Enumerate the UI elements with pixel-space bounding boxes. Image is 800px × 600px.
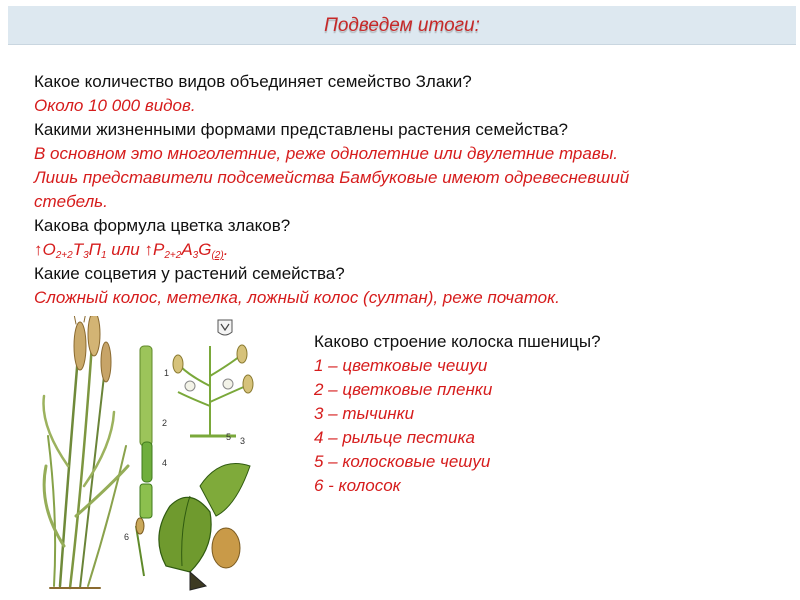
spikelet-part-1: 1 – цветковые чешуи (314, 356, 488, 375)
spikelet-part-6: 6 - колосок (314, 476, 401, 495)
question-inflorescences: Какие соцветия у растений семейства? (34, 264, 345, 283)
answer-inflorescences: Сложный колос, метелка, ложный колос (султан), реже початок. (34, 288, 560, 307)
question-life-forms: Какими жизненными формами представлены растения семейства? (34, 120, 569, 139)
figure-label-4: 4 (162, 458, 168, 468)
spikelet-part-5: 5 – колосковые чешуи (314, 452, 491, 471)
spikelet-part-2: 2 – цветковые пленки (314, 380, 493, 399)
slide-title: Подведем итоги: (324, 15, 480, 36)
figure-label-2: 2 (162, 418, 168, 428)
figure-label-1: 1 (164, 368, 170, 378)
spikelet-diagram (173, 345, 253, 436)
figure-label-6: 6 (124, 532, 130, 542)
answer-life-forms-line-3: стебель. (34, 192, 108, 211)
flower-formula: $↑О_{2+2}Т_3П_1$ или $↑P_{2+2}A_3G_{(2)}$. (34, 240, 229, 261)
wheat-plant-drawing (44, 316, 129, 588)
answer-species-count: Около 10 000 видов. (34, 96, 196, 115)
question-species-count: Какое количество видов объединяет семейство Злаки? (34, 72, 472, 91)
answer-life-forms-line-2: Лишь представители подсемейства Бамбуковые имеют одревесневший (34, 168, 630, 187)
emblem-icon (218, 320, 232, 335)
figure-label-3: 3 (240, 436, 246, 446)
figure-label-5: 5 (226, 432, 232, 442)
title-bar (8, 6, 796, 45)
stem-section-drawing (140, 346, 152, 518)
wheat-plant-illustration (40, 316, 300, 592)
spikelet-part-3: 3 – тычинки (314, 404, 415, 423)
question-flower-formula: Какова формула цветка злаков? (34, 216, 291, 235)
answer-life-forms-line-1: В основном это многолетние, реже однолетние или двулетние травы. (34, 144, 618, 163)
question-spikelet-structure: Каково строение колоска пшеницы? (314, 332, 601, 351)
spikelet-closeup-drawing (136, 464, 250, 591)
spikelet-part-4: 4 – рыльце пестика (314, 428, 475, 447)
